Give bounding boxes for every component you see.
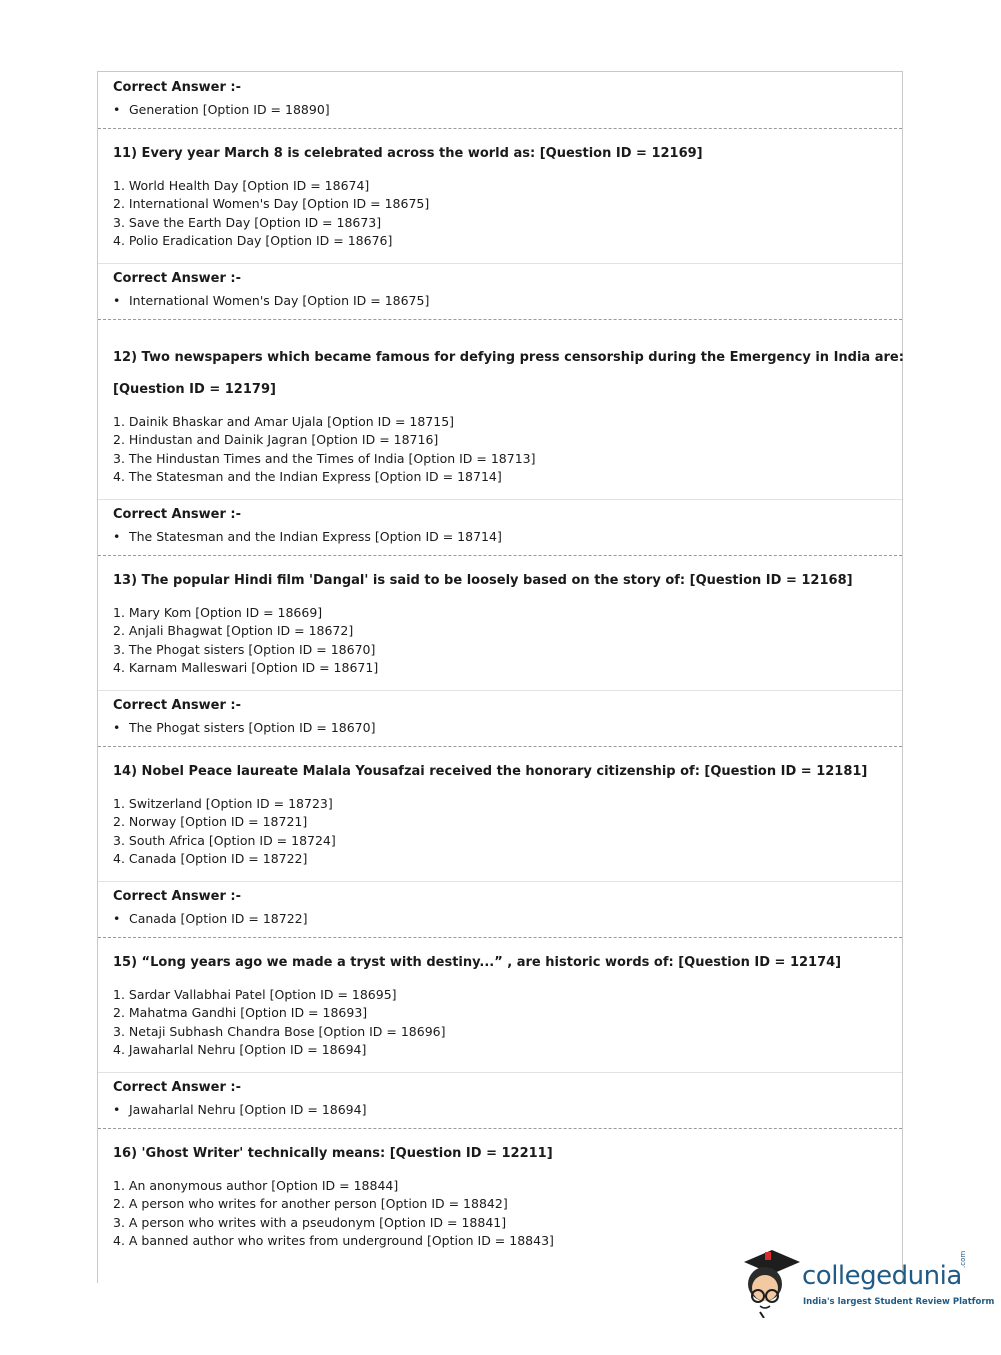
option: 3. Save the Earth Day [Option ID = 18673]	[113, 215, 382, 230]
divider	[98, 263, 902, 264]
correct-answer: • The Statesman and the Indian Express [Option ID = 18714]	[113, 529, 502, 544]
question-id: [Question ID = 12179]	[113, 382, 276, 397]
divider	[98, 1072, 902, 1073]
option: 1. World Health Day [Option ID = 18674]	[113, 178, 370, 193]
option: 4. Jawaharlal Nehru [Option ID = 18694]	[113, 1042, 367, 1057]
graduate-mascot-icon	[740, 1248, 804, 1318]
question-title: 13) The popular Hindi film 'Dangal' is said to be loosely based on the story of: [Question ID = 12168]	[113, 573, 853, 588]
question-title: 15) “Long years ago we made a tryst with destiny...” , are historic words of: [Question ID = 12174]	[113, 955, 842, 970]
correct-answer-label: Correct Answer :-	[113, 271, 241, 286]
correct-answer-label: Correct Answer :-	[113, 80, 241, 95]
correct-answer-label: Correct Answer :-	[113, 889, 241, 904]
option: 4. A banned author who writes from underground [Option ID = 18843]	[113, 1233, 554, 1248]
divider	[98, 746, 902, 747]
option: 4. Canada [Option ID = 18722]	[113, 851, 308, 866]
divider	[98, 937, 902, 938]
divider	[98, 1128, 902, 1129]
divider	[98, 881, 902, 882]
option: 1. Dainik Bhaskar and Amar Ujala [Option ID = 18715]	[113, 414, 455, 429]
logo-tagline: India's largest Student Review Platform	[803, 1297, 995, 1307]
correct-answer-label: Correct Answer :-	[113, 698, 241, 713]
option: 3. Netaji Subhash Chandra Bose [Option ID = 18696]	[113, 1024, 446, 1039]
collegedunia-logo	[740, 1248, 995, 1318]
option: 4. The Statesman and the Indian Express [Option ID = 18714]	[113, 469, 502, 484]
option: 2. Anjali Bhagwat [Option ID = 18672]	[113, 623, 354, 638]
correct-answer: • Generation [Option ID = 18890]	[113, 102, 330, 117]
correct-answer: • The Phogat sisters [Option ID = 18670]	[113, 720, 376, 735]
logo-wordmark: collegedunia	[802, 1261, 962, 1291]
divider	[98, 555, 902, 556]
option: 3. South Africa [Option ID = 18724]	[113, 833, 336, 848]
option: 1. Switzerland [Option ID = 18723]	[113, 796, 333, 811]
option: 3. The Phogat sisters [Option ID = 18670]	[113, 642, 376, 657]
option: 2. Norway [Option ID = 18721]	[113, 814, 308, 829]
question-title: 16) 'Ghost Writer' technically means: [Question ID = 12211]	[113, 1146, 553, 1161]
option: 1. An anonymous author [Option ID = 18844]	[113, 1178, 399, 1193]
divider	[98, 319, 902, 320]
correct-answer-label: Correct Answer :-	[113, 507, 241, 522]
option: 1. Mary Kom [Option ID = 18669]	[113, 605, 323, 620]
option: 2. International Women's Day [Option ID = 18675]	[113, 196, 430, 211]
option: 4. Polio Eradication Day [Option ID = 18676]	[113, 233, 393, 248]
correct-answer: • Jawaharlal Nehru [Option ID = 18694]	[113, 1102, 367, 1117]
option: 3. A person who writes with a pseudonym [Option ID = 18841]	[113, 1215, 507, 1230]
option: 3. The Hindustan Times and the Times of India [Option ID = 18713]	[113, 451, 536, 466]
option: 2. A person who writes for another person [Option ID = 18842]	[113, 1196, 508, 1211]
correct-answer-label: Correct Answer :-	[113, 1080, 241, 1095]
logo-suffix: .com	[959, 1250, 967, 1268]
correct-answer: • Canada [Option ID = 18722]	[113, 911, 308, 926]
divider	[98, 128, 902, 129]
question-title: 11) Every year March 8 is celebrated across the world as: [Question ID = 12169]	[113, 146, 703, 161]
divider	[98, 499, 902, 500]
divider	[98, 690, 902, 691]
option: 2. Hindustan and Dainik Jagran [Option ID = 18716]	[113, 432, 439, 447]
question-title: 12) Two newspapers which became famous for defying press censorship during the Emergency in India are:	[113, 350, 904, 365]
correct-answer: • International Women's Day [Option ID = 18675]	[113, 293, 430, 308]
question-title: 14) Nobel Peace laureate Malala Yousafzai received the honorary citizenship of: [Question ID = 12181]	[113, 764, 868, 779]
option: 1. Sardar Vallabhai Patel [Option ID = 18695]	[113, 987, 397, 1002]
option: 2. Mahatma Gandhi [Option ID = 18693]	[113, 1005, 368, 1020]
option: 4. Karnam Malleswari [Option ID = 18671]	[113, 660, 379, 675]
